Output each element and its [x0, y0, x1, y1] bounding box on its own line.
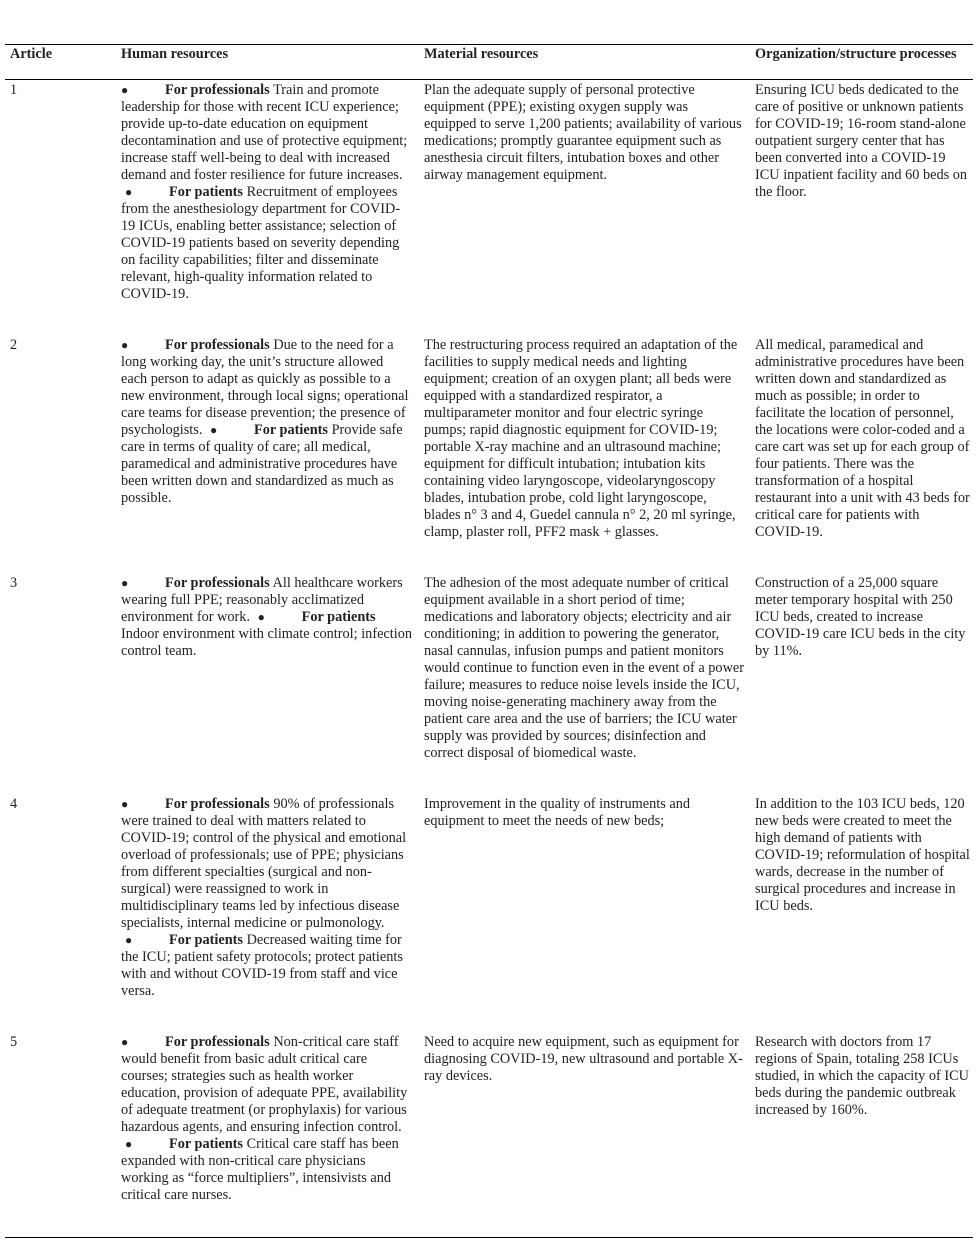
- patients-text: Provide safe care in terms of quality of care; all medical, paramedical and administrative procedures have been written down and standardized as much as possible.: [121, 422, 403, 506]
- human-resources-cell: [121, 1034, 413, 1204]
- patients-label: For patients: [254, 422, 328, 438]
- patients-label: For patients: [169, 932, 243, 948]
- professionals-text: All healthcare workers wearing full PPE; reasonably acclimatized environment for work.: [121, 575, 403, 625]
- professionals-label: For professionals: [165, 82, 270, 98]
- material-resources-cell: Need to acquire new equipment, such as equipment for diagnosing COVID-19, new ultrasound and portable X-ray devices.: [424, 1034, 743, 1084]
- human-resources-cell: [121, 337, 413, 507]
- professionals-text: Non-critical care staff would benefit from basic adult critical care courses; strategies such as health worker education, provision of adequate PPE, availability of adequate treatment (or prophylaxis) for various hazardous agents, and ensuring infection control.: [121, 1034, 408, 1135]
- patients-text: Indoor environment with climate control; infection control team.: [121, 626, 413, 659]
- bullet-icon: ●: [121, 83, 129, 97]
- patients-label: For patients: [169, 184, 243, 200]
- bullet-icon: ●: [125, 1137, 133, 1151]
- bullet-icon: ●: [125, 933, 133, 947]
- article-number: 4: [10, 796, 18, 812]
- material-resources-cell: Plan the adequate supply of personal protective equipment (PPE); existing oxygen supply was equipped to serve 1,200 patients; availability of various medications; promptly guarantee equipment such as anesthesia circuit filters, intubation boxes and other airway management equipment.: [424, 82, 742, 183]
- article-number: 2: [10, 337, 18, 353]
- bullet-icon: ●: [121, 338, 129, 352]
- bottom-rule: [5, 1237, 973, 1238]
- organization-cell: Research with doctors from 17 regions of Spain, totaling 258 ICUs studied, in which the capacity of ICU beds during the pandemic outbreak increased by 160%.: [755, 1034, 969, 1118]
- header-human-resources: Human resources: [121, 46, 229, 62]
- material-resources-cell: Improvement in the quality of instruments and equipment to meet the needs of new beds;: [424, 796, 691, 829]
- bullet-icon: ●: [121, 576, 129, 590]
- bullet-icon: ●: [210, 423, 218, 437]
- patients-text: Critical care staff has been expanded with non-critical care physicians working as “force multipliers”, intensivists and critical care nurses.: [121, 1136, 399, 1203]
- bullet-icon: ●: [125, 185, 133, 199]
- header-article: Article: [10, 46, 53, 62]
- organization-cell: Construction of a 25,000 square meter temporary hospital with 250 ICU beds, created to increase COVID-19 care ICU beds in the city by 11%.: [755, 575, 966, 659]
- article-number: 3: [10, 575, 18, 591]
- top-rule: [5, 44, 973, 45]
- patients-label: For patients: [169, 1136, 243, 1152]
- professionals-text: Due to the need for a long working day, the unit’s structure allowed each person to adapt as quickly as possible to a new environment, through local signs; operational care teams for disease prevention; the presence of psychologists.: [121, 337, 409, 438]
- human-resources-cell: [121, 796, 413, 1000]
- human-resources-cell: [121, 575, 413, 660]
- professionals-label: For professionals: [165, 1034, 270, 1050]
- bullet-icon: ●: [121, 797, 129, 811]
- header-organization: Organization/structure processes: [755, 46, 957, 62]
- patients-text: Recruitment of employees from the anesthesiology department for COVID-19 ICUs, enabling better assistance; selection of COVID-19 patients based on severity depending on facility capabilities; filter and disseminate relevant, high-quality information related to COVID-19.: [121, 184, 401, 302]
- bullet-icon: ●: [121, 1035, 129, 1049]
- header-material-resources: Material resources: [424, 46, 539, 62]
- organization-cell: All medical, paramedical and administrative procedures have been written down and standardized as much as possible; in order to facilitate the location of personnel, the locations were color-coded and a care cart was set up for each group of four patients. There was the transformation of a hospital restaurant into a unit with 43 beds for critical care for patients with COVID-19.: [755, 337, 970, 540]
- professionals-label: For professionals: [165, 796, 270, 812]
- professionals-text: 90% of professionals were trained to deal with matters related to COVID-19; control of the physical and emotional overload of professionals; use of PPE; physicians from different specialties (surgical and non-surgical) were reassigned to work in multidisciplinary teams led by infectious disease specialists, internal medicine or pulmonology.: [121, 796, 407, 931]
- patients-text: Decreased waiting time for the ICU; patient safety protocols; protect patients with and without COVID-19 from staff and vice versa.: [121, 932, 403, 999]
- article-number: 5: [10, 1034, 18, 1050]
- article-number: 1: [10, 82, 18, 98]
- patients-label: For patients: [301, 609, 376, 625]
- bullet-icon: ●: [257, 610, 265, 624]
- professionals-label: For professionals: [165, 575, 270, 591]
- material-resources-cell: The restructuring process required an adaptation of the facilities to supply medical needs and lighting equipment; creation of an oxygen plant; all beds were equipped with a standardized respirator, a multiparameter monitor and four electric syringe pumps; rapid diagnostic equipment for COVID-19; portable X-ray machine and an ultrasound machine; equipment for difficult intubation; intubation kits containing video laryngoscope, videolaryngoscopy blades, intubation probe, cold light laryngoscope, blades n° 3 and 4, Guedel cannula n° 2, 20 ml syringe, clamp, plaster roll, PFF2 mask + glasses.: [424, 337, 738, 540]
- organization-cell: In addition to the 103 ICU beds, 120 new beds were created to meet the high demand of patients with COVID-19; reformulation of hospital wards, decrease in the number of surgical procedures and increase in ICU beds.: [755, 796, 970, 914]
- header-rule: [5, 79, 973, 80]
- organization-cell: Ensuring ICU beds dedicated to the care of positive or unknown patients for COVID-19; 16-room stand-alone outpatient surgery center that has been converted into a COVID-19 ICU inpatient facility and 60 beds on the floor.: [755, 82, 968, 200]
- material-resources-cell: The adhesion of the most adequate number of critical equipment available in a short period of time; medications and laboratory objects; electricity and air conditioning; in addition to powering the generator, nasal cannulas, infusion pumps and patient monitors would continue to function even in the event of a power failure; measures to reduce noise levels inside the ICU, moving noise-generating machinery away from the patient care area and the use of barriers; the ICU water supply was provided by sources; disinfection and correct disposal of biomedical waste.: [424, 575, 744, 761]
- professionals-text: Train and promote leadership for those with recent ICU experience; provide up-to-date education on equipment decontamination and use of protective equipment; increase staff well-being to deal with increased demand and foster resilience for future increases.: [121, 82, 408, 183]
- human-resources-cell: [121, 82, 413, 303]
- professionals-label: For professionals: [165, 337, 270, 353]
